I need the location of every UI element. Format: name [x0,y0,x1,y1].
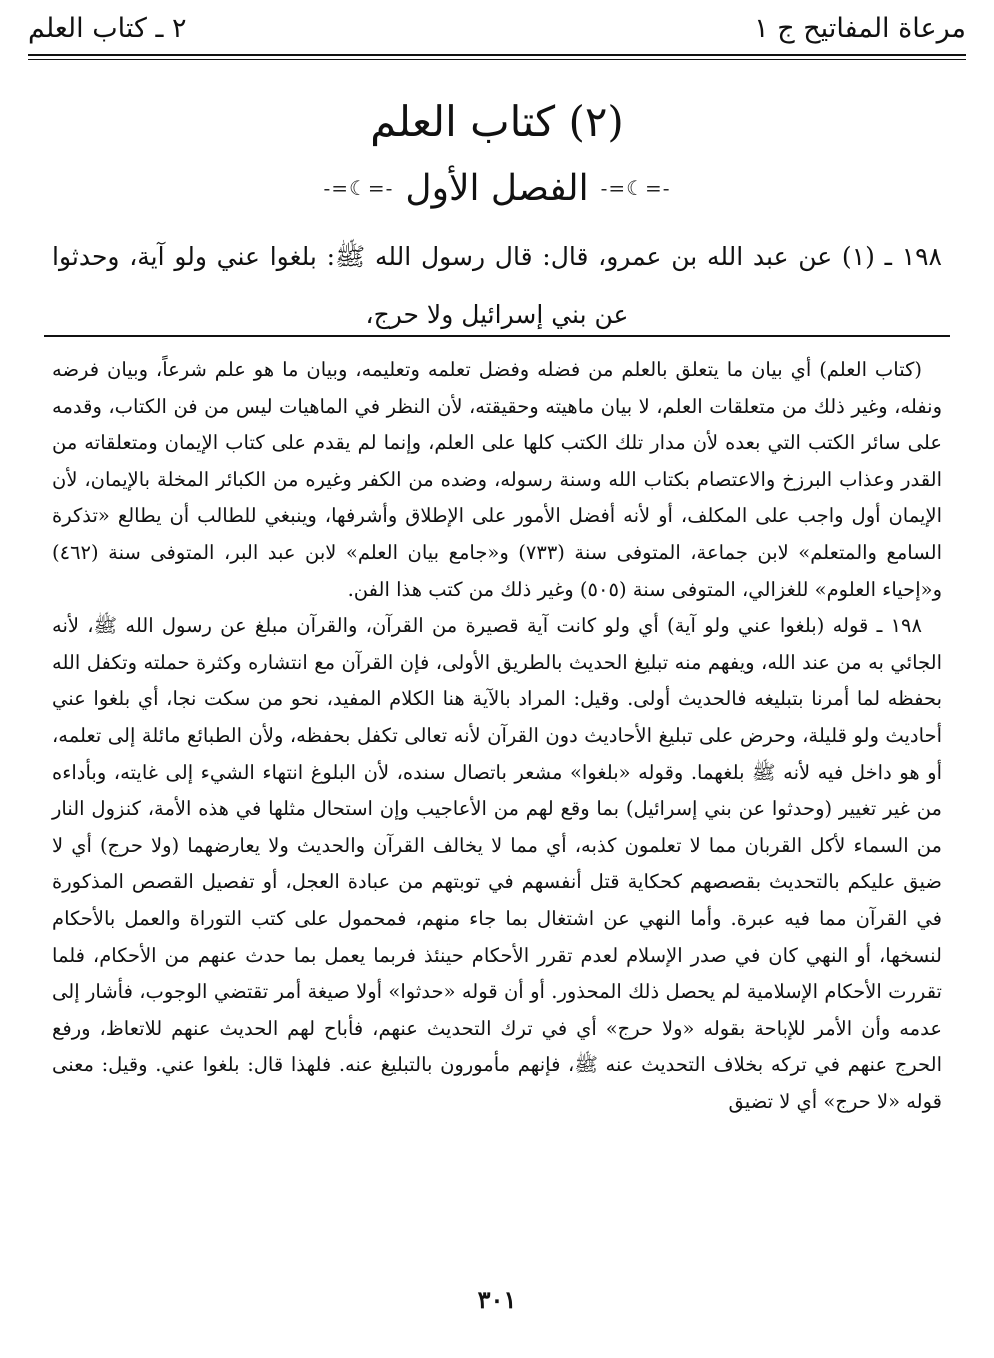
section-heading-row [0,160,994,216]
commentary-paragraph-1: (كتاب العلم) أي بيان ما يتعلق بالعلم من فضله وفضل تعلمه وتعليمه، وبيان ما هو علم شرعاً، وبيان فرضه ونفله، وغير ذلك من متعلقات العلم، لا بيان ماهيته وحقيقته، لأن النظر في الماهيات ليس من فن الكتاب، وقدمه على سائر الكتب التي بعده لأن مدار تلك الكتب كلها على العلم، وإنما لم يقدم على كتاب الإيمان ومتعلقاته من القدر وعذاب البرزخ والاعتصام بكتاب الله وسنة رسوله، وضده من الكفر وغيره من الكبائر المخلة بالإيمان، لأن الإيمان أول واجب على المكلف، أو لأنه أفضل الأمور على الإطلاق وأشرفها، وينبغي للطالب أن يطالع «تذكرة السامع والمتعلم» لابن جماعة، المتوفى سنة (٧٣٣) و«جامع بيان العلم» لابن عبد البر، المتوفى سنة (٤٦٢) و«إحياء العلوم» للغزالي، المتوفى سنة (٥٠٥) وغير ذلك من كتب هذا الفن. [52,358,942,601]
header-rule [28,54,966,56]
page-number: ٣٠١ [477,1285,517,1314]
header-rule-thin [28,59,966,60]
commentary-paragraph-2: ١٩٨ ـ قوله (بلغوا عني ولو آية) أي ولو كانت آية قصيرة من القرآن، والقرآن مبلغ عن رسول الله ﷺ، لأنه الجائي به من عند الله، ويفهم منه تبليغ الحديث بالطريق الأولى، فإن القرآن مع انتشاره وكثرة حملته وتكفل الله بحفظه لما أمرنا بتبليغه فالحديث أولى. وقيل: المراد بالآية هنا الكلام المفيد، نحو من سكت نجا، أي بلغوا عني أحاديث ولو قليلة، وحرض على تبليغ الأحاديث دون القرآن لأنه تعالى تكفل بحفظه، ولأن الطبائع مائلة إلى تعلمه، أو هو داخل فيه لأنه ﷺ بلغهما. وقوله «بلغوا» مشعر باتصال سنده، لأن البلوغ انتهاء الشيء إلى غايته، وبأداءه من غير تغيير (وحدثوا عن بني إسرائيل) بما وقع لهم من الأعاجيب وإن استحال مثلها في هذه الأمة، كنزول النار من السماء لأكل القربان مما لا تعلمون كذبه، أي مما لا يخالف القرآن والحديث ولا يعارضهما (ولا حرج) أي لا ضيق عليكم بالتحديث بقصصهم كحكاية قتل أنفسهم في توبتهم من عبادة العجل، أو تفصيل القصص المذكورة في القرآن مما فيه عبرة. وأما النهي عن اشتغال بما جاء منهم، فمحمول على كتب التوراة والعمل بالأحكام لنسخها، أو النهي كان في صدر الإسلام لعدم تقرر الأحكام حينئذ فربما يعمل بما حدث عنهم من الأحكام، فلما تقررت الأحكام الإسلامية لم يحصل ذلك المحذور. أو أن قوله «حدثوا» أولا صيغة أمر تقتضي الوجوب، فأشار إلى عدمه وأن الأمر للإباحة بقوله «ولا حرج» أي في ترك التحديث عنهم، فأباح لهم الحديث عنهم للاتعاظ، ورفع الحرج عنهم في تركه بخلاف التحديث عنه ﷺ، فإنهم مأمورون بالتبليغ عنه. فلهذا قال: بلغوا عني. وقيل: معنى قوله «لا حرج» أي لا تضيق [52,614,942,1113]
footnote-divider [44,335,950,337]
hadith-text: ١٩٨ ـ (١) عن عبد الله بن عمرو، قال: قال رسول الله ﷺ: بلغوا عني ولو آية، وحدثوا عن بني إسرائيل ولا حرج، [52,242,942,329]
book-title: مرعاة المفاتيح ج ١ [754,12,966,44]
ornament-right-icon: -=☾=- [600,176,671,200]
running-header [28,6,966,50]
chapter-heading: (٢) كتاب العلم [370,97,624,146]
ornament-left-icon: -=☾=- [323,176,394,200]
section-heading: الفصل الأول [405,167,589,209]
chapter-title: ٢ ـ كتاب العلم [28,12,187,44]
commentary [52,352,942,1120]
